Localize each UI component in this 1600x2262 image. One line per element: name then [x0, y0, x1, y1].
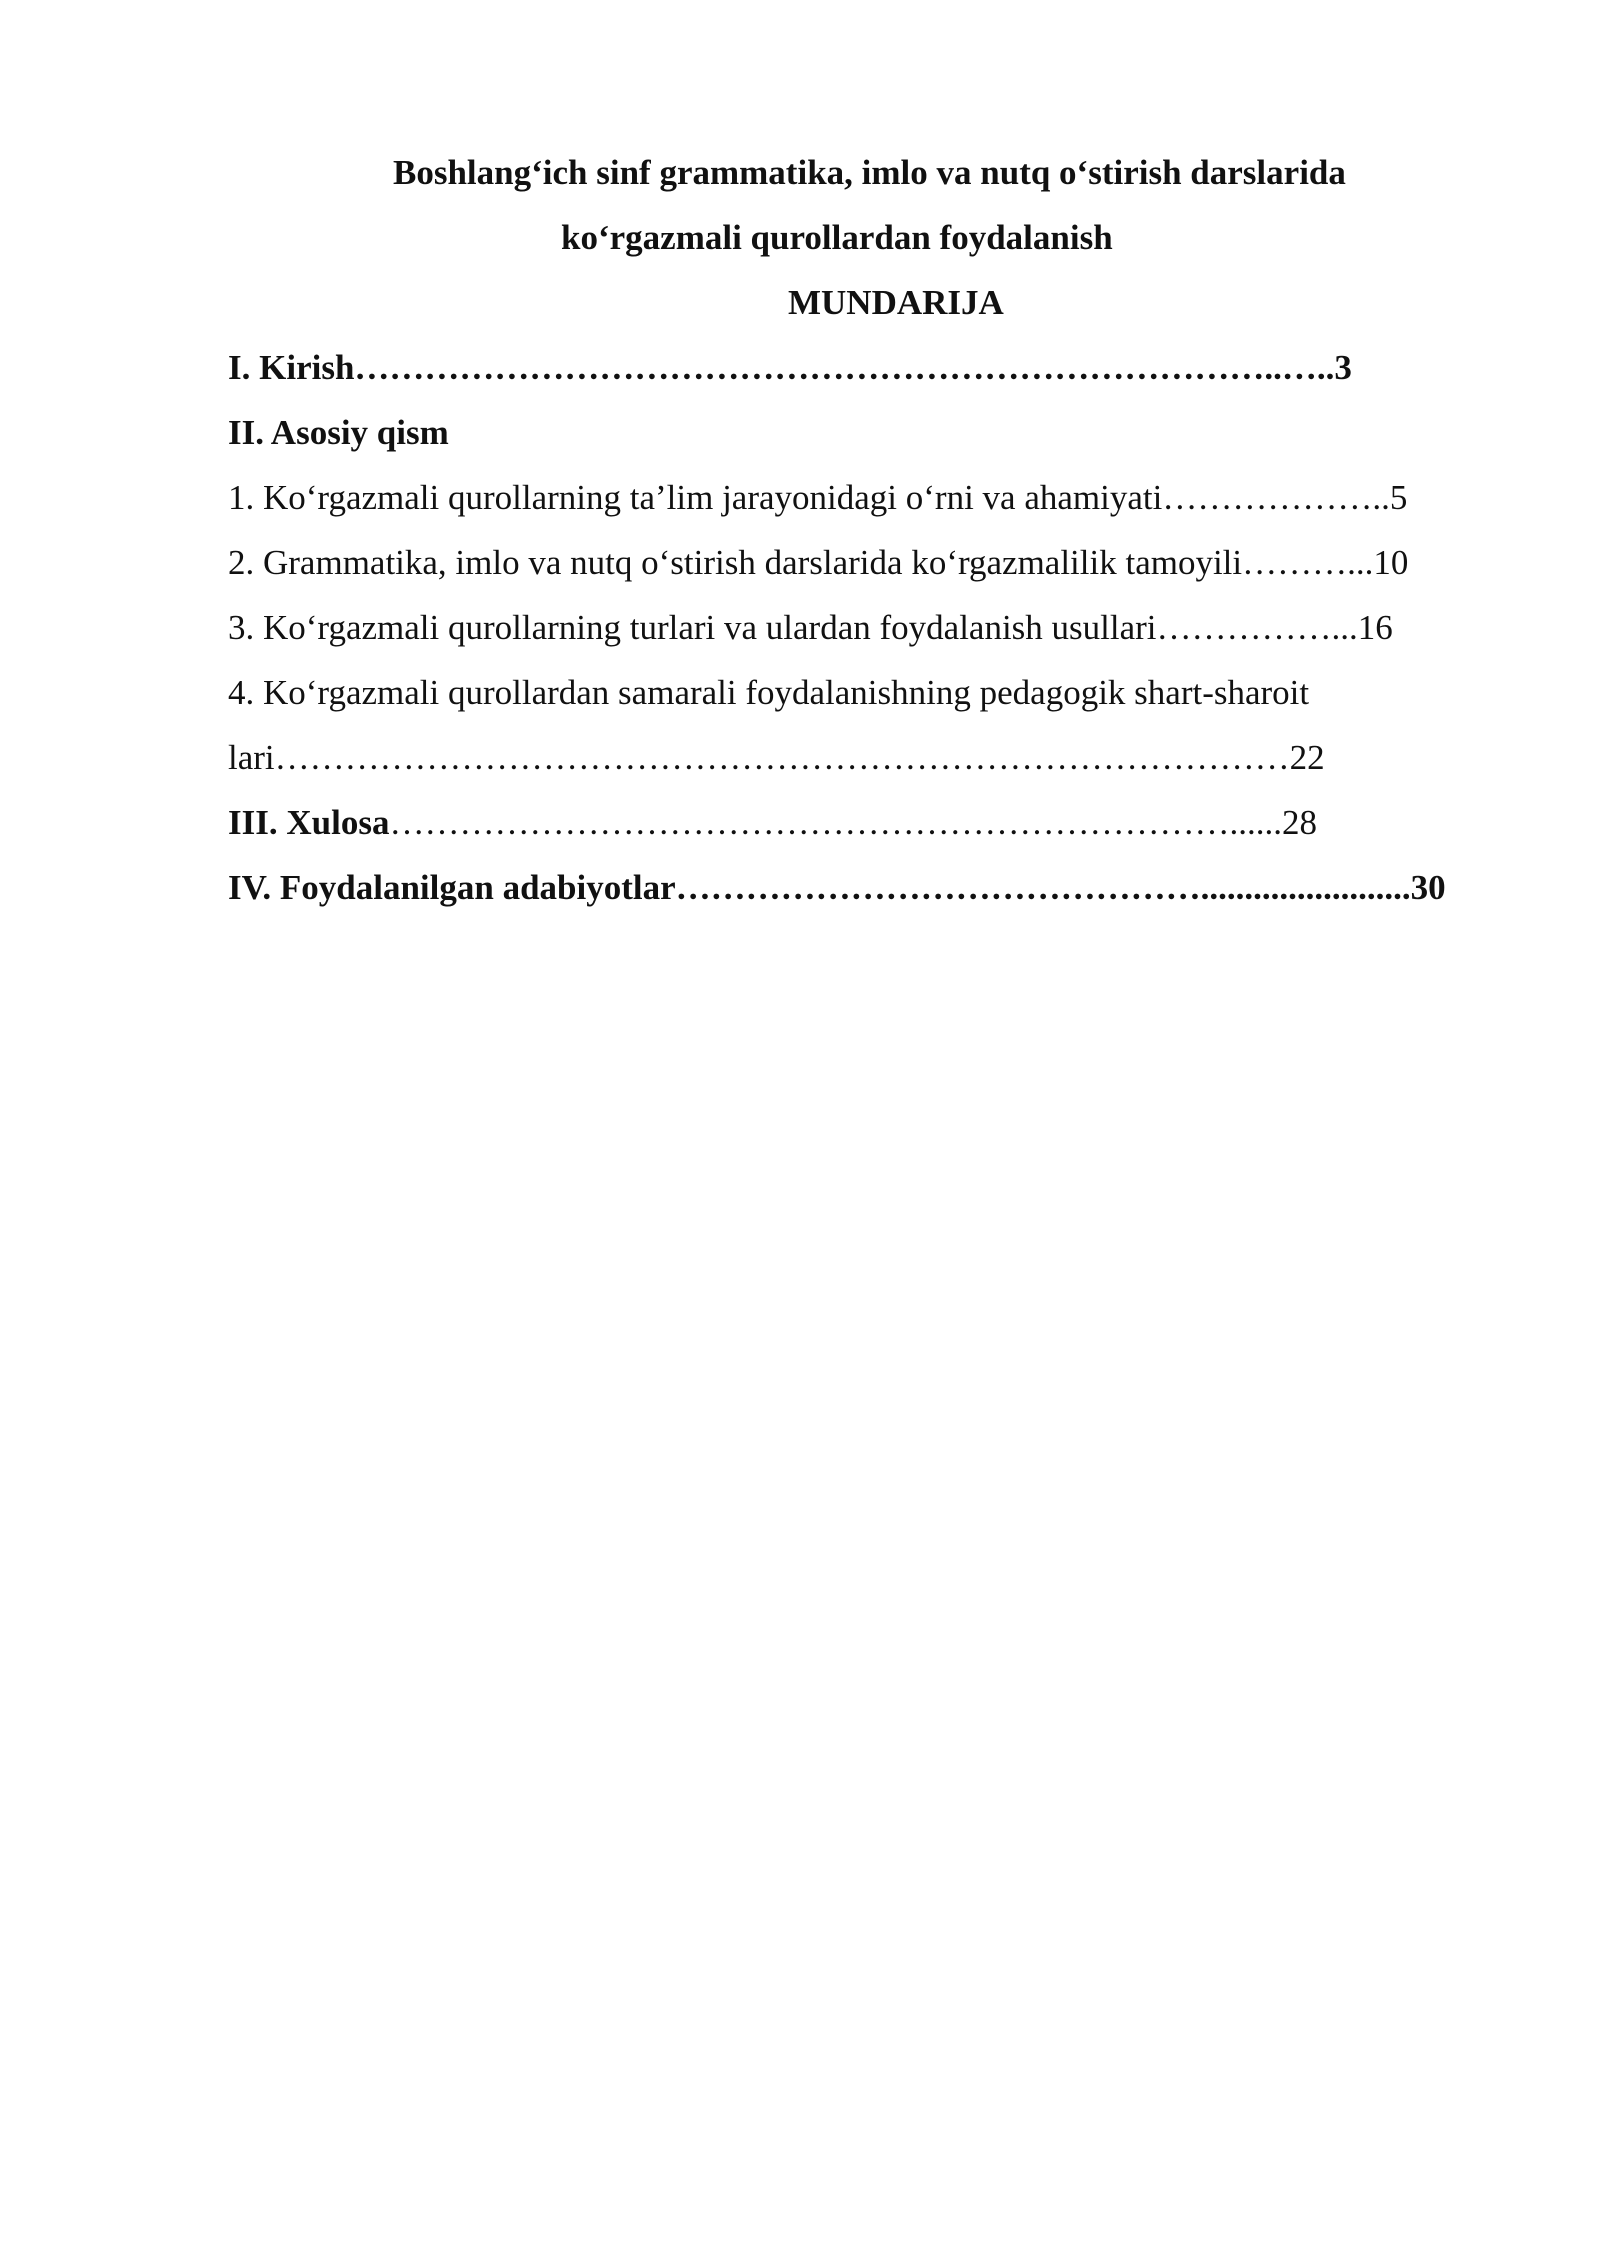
toc-entry-xulosa	[228, 803, 1488, 843]
toc-page-number: 30	[1410, 868, 1446, 907]
toc-page-number: 22	[1289, 738, 1325, 777]
document-title-line-2: ko‘rgazmali qurollardan foydalanish	[561, 218, 1113, 257]
toc-entry-3	[228, 608, 1488, 648]
toc-page-number: .3	[1325, 348, 1352, 387]
toc-leader-dots: ………..	[1242, 543, 1365, 582]
toc-entry-label: I. Kirish	[228, 348, 355, 387]
toc-page-number: 28	[1281, 803, 1317, 842]
toc-heading: MUNDARIJA	[788, 283, 1004, 322]
toc-leader-dots: ………………………………………………………………......	[389, 803, 1282, 842]
toc-entry-label: 2. Grammatika, imlo va nutq o‘stirish darslarida ko‘rgazmalilik tamoyili	[228, 543, 1243, 582]
toc-entry-label: II. Asosiy qism	[228, 413, 449, 452]
toc-page-number: 16	[1357, 608, 1393, 647]
toc-leader-dots: ………………………………………........................	[675, 868, 1411, 907]
toc-entry-adabiyotlar	[228, 868, 1488, 908]
toc-entry-4	[228, 673, 1488, 713]
toc-page-number: .10	[1364, 543, 1409, 582]
document-title-line-1: Boshlang‘ich sinf grammatika, imlo va nutq o‘stirish darslarida	[393, 153, 1346, 192]
toc-entry-1	[228, 478, 1488, 518]
toc-leader-dots: ……………………………………………………………………………	[274, 738, 1290, 777]
toc-entry-label: III. Xulosa	[228, 803, 390, 842]
toc-leader-dots: ……………………………………………………………………..….	[354, 348, 1326, 387]
toc-entry-4-continued	[228, 738, 1488, 778]
toc-leader-dots: ……………...	[1156, 608, 1358, 647]
toc-entry-2	[228, 543, 1488, 583]
toc-entry-label: lari	[228, 738, 275, 777]
toc-entry-asosiy-qism	[228, 413, 1488, 453]
toc-entry-label: 1. Ko‘rgazmali qurollarning ta’lim jarayonidagi o‘rni va ahamiyati	[228, 478, 1163, 517]
toc-leader-dots: ……………….	[1162, 478, 1382, 517]
toc-page-number: .5	[1381, 478, 1408, 517]
toc-entry-label: IV. Foydalanilgan adabiyotlar	[228, 868, 676, 907]
toc-entry-label: 3. Ko‘rgazmali qurollarning turlari va ulardan foydalanish usullari	[228, 608, 1157, 647]
toc-entry-label: 4. Ko‘rgazmali qurollardan samarali foydalanishning pedagogik shart-sharoit	[228, 673, 1310, 712]
toc-entry-kirish	[228, 348, 1488, 388]
